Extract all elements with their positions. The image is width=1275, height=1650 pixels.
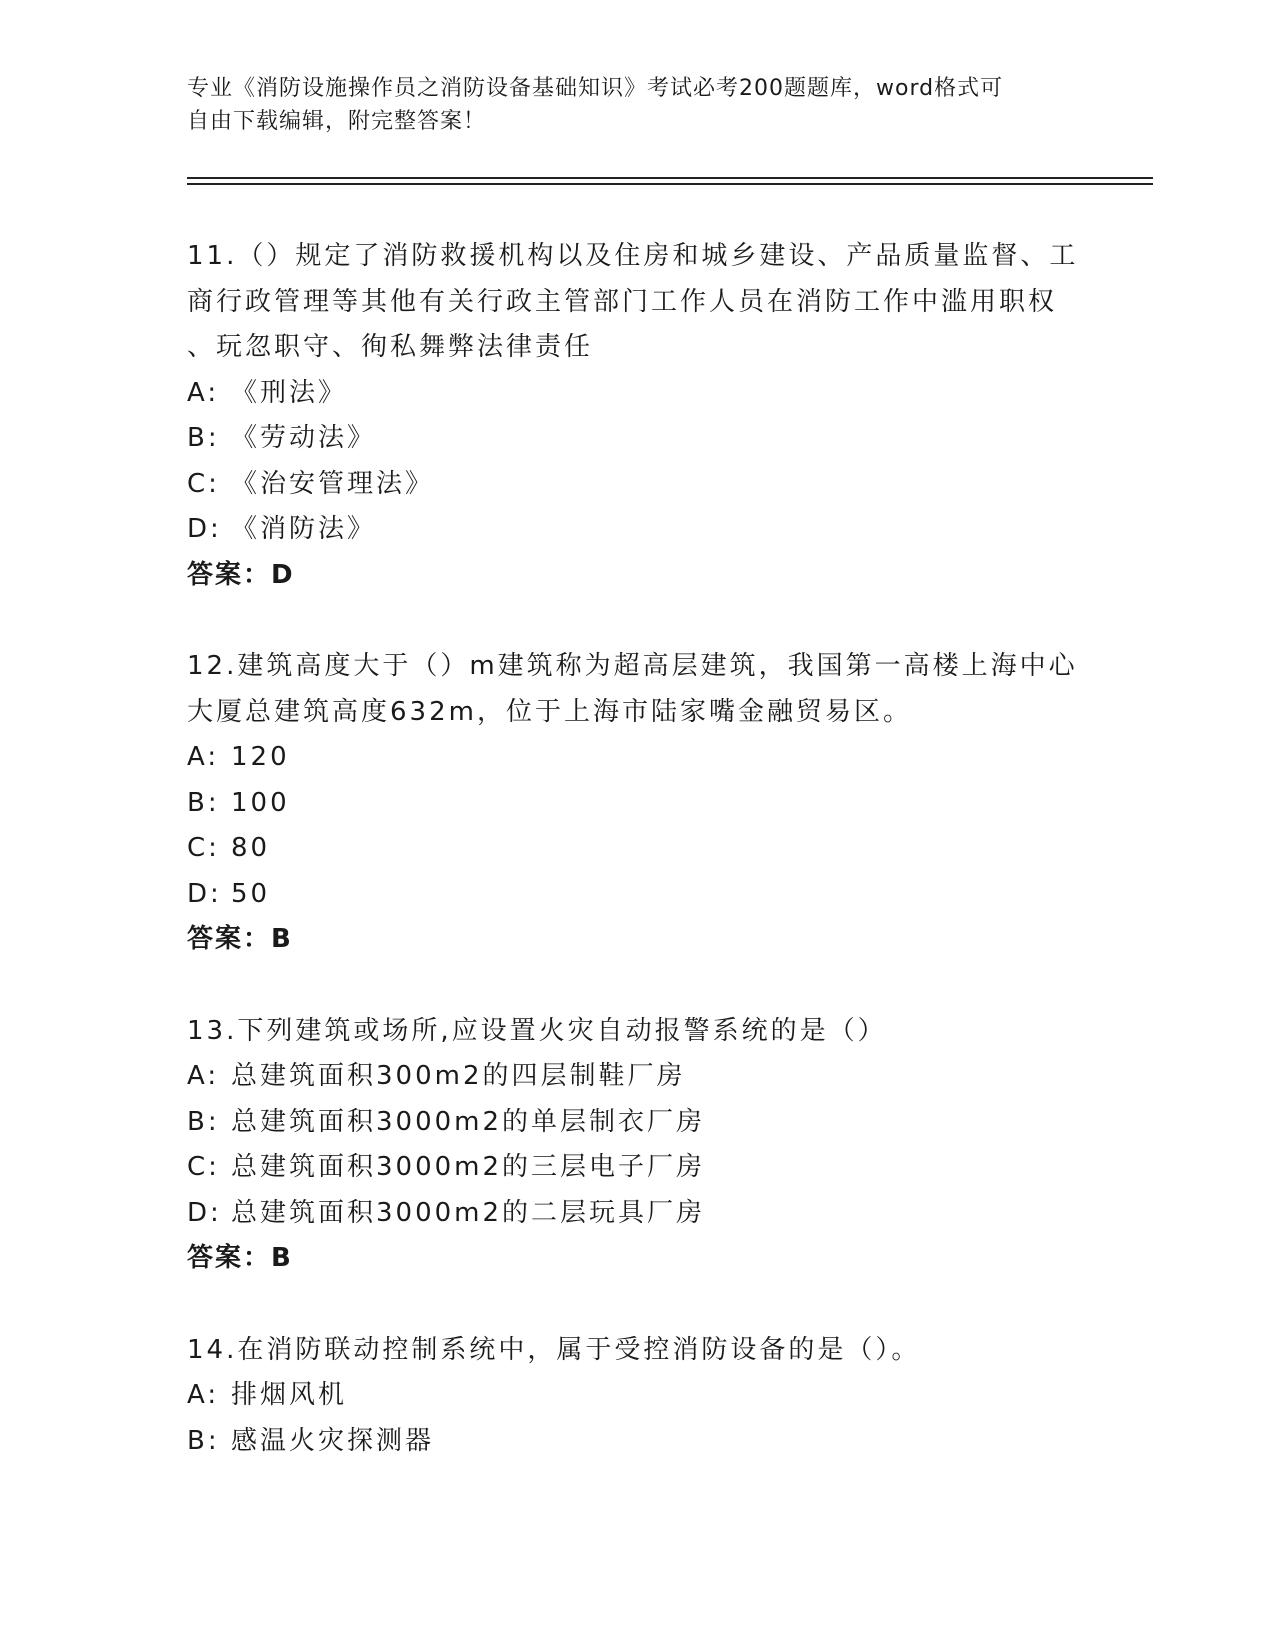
option-b: [187, 416, 1087, 462]
option-label: C:: [187, 833, 220, 863]
option-text: 总建筑面积3000m2的单层制衣厂房: [231, 1106, 706, 1137]
option-text: 感温火灾探测器: [231, 1425, 435, 1456]
question-12: [187, 644, 1087, 963]
option-label: B:: [187, 787, 220, 818]
option-text: 排烟风机: [231, 1380, 348, 1410]
option-label: B:: [187, 1106, 220, 1137]
question-text-line: 大厦总建筑高度632m，位于上海市陆家嘴金融贸易区。: [187, 696, 912, 727]
option-a: [187, 1373, 1087, 1419]
question-list: [187, 234, 1087, 1464]
answer-line: 答案：D: [187, 559, 295, 590]
option-label: A:: [187, 742, 220, 772]
header-line-2: 自由下载编辑，附完整答案！: [187, 109, 487, 134]
option-label: B:: [187, 1425, 220, 1456]
question-text-line: 、玩忽职守、徇私舞弊法律责任: [187, 332, 594, 362]
option-text: 《刑法》: [231, 377, 348, 408]
option-text: 80: [231, 833, 271, 863]
question-spacer: [187, 1282, 1087, 1328]
option-label: A:: [187, 1380, 220, 1410]
answer-line: 答案：B: [187, 924, 293, 954]
header-line-1: 专业《消防设施操作员之消防设备基础知识》考试必考200题题库，word格式可: [187, 76, 1004, 101]
header-divider-top: [187, 177, 1153, 179]
option-b: [187, 1100, 1087, 1146]
option-b: [187, 781, 1087, 827]
option-text: 50: [231, 878, 271, 909]
header-divider-bottom: [187, 183, 1153, 185]
option-label: A:: [187, 377, 220, 408]
option-text: 总建筑面积3000m2的二层玩具厂房: [231, 1197, 706, 1228]
option-c: [187, 826, 1087, 872]
question-11: [187, 234, 1087, 598]
question-spacer: [187, 963, 1087, 1009]
question-text-line: 11.（）规定了消防救援机构以及住房和城乡建设、产品质量监督、工: [187, 241, 1079, 271]
option-a: [187, 371, 1087, 417]
option-c: [187, 462, 1087, 508]
question-spacer: [187, 598, 1087, 644]
question-text-line: 14.在消防联动控制系统中，属于受控消防设备的是（）。: [187, 1334, 921, 1365]
option-label: D:: [187, 1197, 222, 1228]
option-text: 120: [231, 742, 290, 772]
option-d: [187, 507, 1087, 553]
option-d: [187, 872, 1087, 918]
option-a: [187, 735, 1087, 781]
question-text-line: 13.下列建筑或场所,应设置火灾自动报警系统的是（）: [187, 1015, 887, 1046]
option-label: A:: [187, 1061, 220, 1091]
option-text: 《劳动法》: [231, 423, 377, 453]
option-label: D:: [187, 878, 222, 909]
option-text: 总建筑面积3000m2的三层电子厂房: [231, 1152, 706, 1182]
option-d: [187, 1191, 1087, 1237]
option-text: 总建筑面积300m2的四层制鞋厂房: [231, 1061, 686, 1091]
question-text-line: 12.建筑高度大于（）m建筑称为超高层建筑，我国第一高楼上海中心: [187, 651, 1078, 681]
question-13: [187, 1009, 1087, 1282]
option-text: 100: [231, 787, 290, 818]
option-label: D:: [187, 514, 222, 544]
option-label: B:: [187, 423, 220, 453]
option-b: [187, 1419, 1087, 1465]
question-text-line: 商行政管理等其他有关行政主管部门工作人员在消防工作中滥用职权: [187, 286, 1058, 317]
option-text: 《消防法》: [231, 514, 377, 544]
option-label: C:: [187, 468, 220, 499]
option-text: 《治安管理法》: [231, 468, 435, 499]
answer-line: 答案：B: [187, 1243, 293, 1273]
question-14: [187, 1328, 1087, 1465]
option-a: [187, 1054, 1087, 1100]
option-c: [187, 1145, 1087, 1191]
document-header: [187, 72, 1087, 138]
option-label: C:: [187, 1152, 220, 1182]
